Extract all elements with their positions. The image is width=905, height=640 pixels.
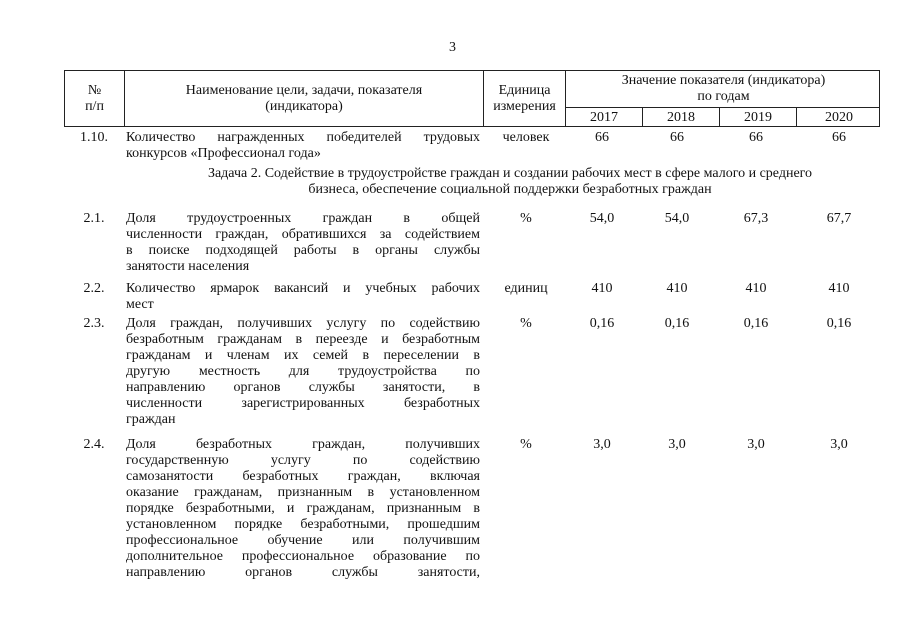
row-name-line: Количество награжденных победителей трудовых <box>126 130 480 145</box>
row-value-2017: 410 <box>591 281 613 296</box>
row-value-2017: 54,0 <box>589 211 615 226</box>
row-name-line: направлению органов службы занятости, в <box>126 380 480 395</box>
row-name-line: другую местность для трудоустройства по <box>126 364 480 379</box>
row-number: 2.4. <box>83 437 105 452</box>
row-name-line: в поиске подходящей работы в органы службы <box>126 243 480 258</box>
row-value-2017: 66 <box>595 130 609 145</box>
row-value-2020: 410 <box>828 281 850 296</box>
row-name <box>126 437 480 581</box>
row-value-2019: 3,0 <box>747 437 765 452</box>
row-name-line: Доля безработных граждан, получивших <box>126 437 480 452</box>
row-name-line: Количество ярмарок вакансий и учебных рабочих <box>126 281 480 296</box>
task-heading-line1: Задача 2. Содействие в трудоустройстве граждан и создании рабочих мест в сфере малого и среднего <box>207 166 813 181</box>
header-value <box>566 73 881 105</box>
task-heading-line2: бизнеса, обеспечение социальной поддержки безработных граждан <box>308 182 712 197</box>
header-year-2019: 2019 <box>744 110 772 125</box>
row-number: 2.1. <box>83 211 105 226</box>
years-divider <box>565 107 879 108</box>
row-name <box>126 211 480 275</box>
header-num <box>65 83 124 115</box>
row-name-line: дополнительное профессиональное образование по <box>126 549 480 564</box>
header-unit <box>484 83 565 115</box>
row-name-line: конкурсов «Профессионал года» <box>126 146 321 161</box>
row-value-2019: 0,16 <box>743 316 769 331</box>
row-unit: единиц <box>504 281 548 296</box>
row-value-2018: 66 <box>670 130 684 145</box>
row-unit: % <box>520 316 532 331</box>
row-name-line: Доля граждан, получивших услугу по содействию <box>126 316 480 331</box>
row-name-line: государственную услугу по содействию <box>126 453 480 468</box>
row-name-line: численности граждан, обратившихся за содействием <box>126 227 480 242</box>
row-name-line: занятости населения <box>126 259 250 274</box>
row-value-2020: 3,0 <box>830 437 848 452</box>
row-unit: % <box>520 437 532 452</box>
header-name-line1: Наименование цели, задачи, показателя <box>185 83 423 98</box>
header-year-2017: 2017 <box>590 110 618 125</box>
row-value-2020: 67,7 <box>826 211 852 226</box>
row-value-2019: 410 <box>745 281 767 296</box>
row-name <box>126 130 480 162</box>
header-year-2020: 2020 <box>825 110 853 125</box>
row-value-2020: 66 <box>832 130 846 145</box>
row-name-line: граждан <box>126 412 176 427</box>
header-name-line2: (индикатора) <box>265 99 343 114</box>
row-name-line: оказание гражданам, признанным в установленном <box>126 485 480 500</box>
row-name-line: установленном порядке безработными, прошедшим <box>126 517 480 532</box>
row-name-line: порядке безработными, и гражданам, признанным в <box>126 501 480 516</box>
header-year-2018: 2018 <box>667 110 695 125</box>
row-value-2020: 0,16 <box>826 316 852 331</box>
row-value-2018: 3,0 <box>668 437 686 452</box>
row-number: 2.2. <box>83 281 105 296</box>
row-value-2017: 0,16 <box>589 316 615 331</box>
page-number: 3 <box>449 40 456 55</box>
row-name-line: профессиональное обучение или получившим <box>126 533 480 548</box>
header-num-line1: № <box>87 83 102 98</box>
table-header <box>64 70 880 127</box>
row-value-2019: 67,3 <box>743 211 769 226</box>
row-name-line: Доля трудоустроенных граждан в общей <box>126 211 480 226</box>
row-name-line: мест <box>126 297 154 312</box>
header-num-line2: п/п <box>85 99 104 114</box>
row-value-2018: 54,0 <box>664 211 690 226</box>
header-value-line1: Значение показателя (индикатора) <box>621 73 826 88</box>
row-name-line: численности зарегистрированных безработных <box>126 396 480 411</box>
header-value-line2: по годам <box>697 89 750 104</box>
row-value-2018: 410 <box>666 281 688 296</box>
row-name <box>126 281 480 313</box>
header-unit-line2: измерения <box>493 99 556 114</box>
row-number: 2.3. <box>83 316 105 331</box>
row-value-2018: 0,16 <box>664 316 690 331</box>
header-name <box>125 83 483 115</box>
row-unit: % <box>520 211 532 226</box>
row-unit: человек <box>502 130 550 145</box>
row-name-line: самозанятости безработных граждан, включая <box>126 469 480 484</box>
row-value-2019: 66 <box>749 130 763 145</box>
row-value-2017: 3,0 <box>593 437 611 452</box>
header-unit-line1: Единица <box>498 83 551 98</box>
row-number: 1.10. <box>80 130 108 145</box>
row-name-line: гражданам и членам их семей в переселении в <box>126 348 480 363</box>
row-name <box>126 316 480 428</box>
row-name-line: безработным гражданам в переезде и безработным <box>126 332 480 347</box>
row-name-line: направлению органов службы занятости, <box>126 565 480 580</box>
task-heading <box>150 166 870 198</box>
